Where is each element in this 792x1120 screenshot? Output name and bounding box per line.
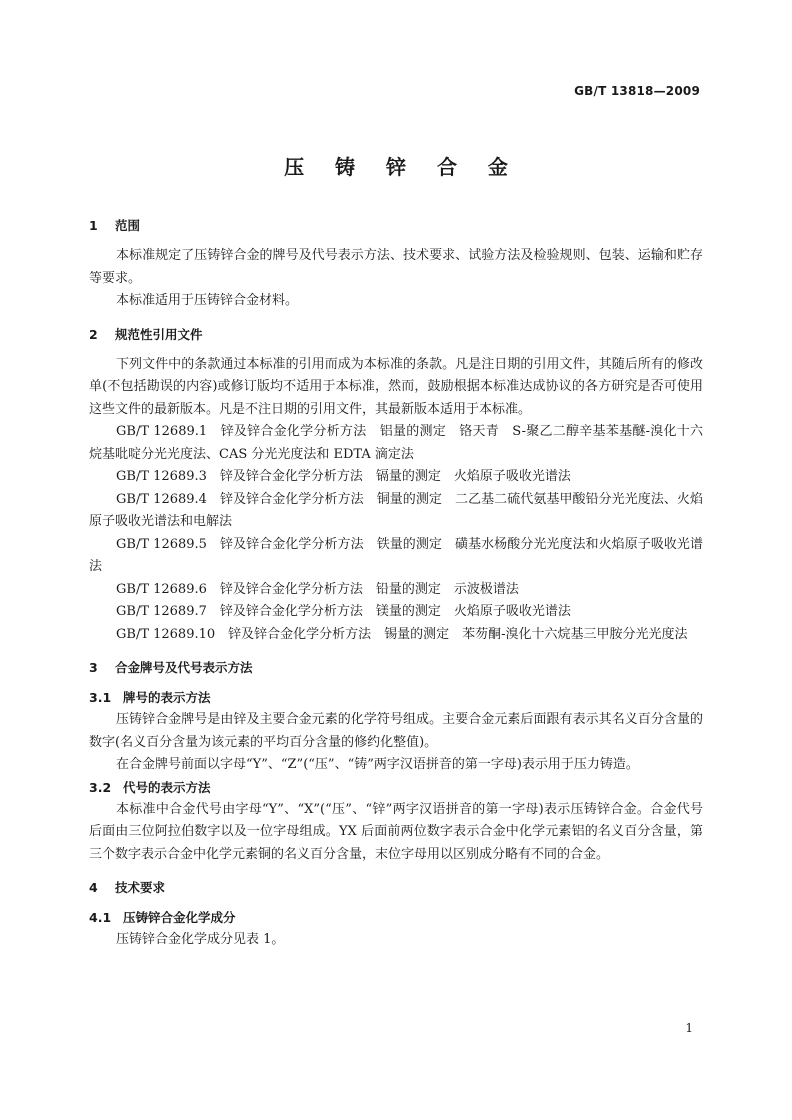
reference-item: GB/T 12689.6 锌及锌合金化学分析方法 铅量的测定 示波极谱法 (116, 581, 519, 597)
section-title: 合金牌号及代号表示方法 (115, 660, 253, 675)
section-title: 范围 (115, 218, 141, 233)
section-title: 技术要求 (115, 880, 166, 895)
document-body (89, 214, 703, 952)
subsection-4-1-heading (89, 907, 703, 929)
section-number: 1 (89, 218, 98, 233)
standard-code: GB/T 13818—2009 (574, 84, 700, 98)
subsection-3-2-heading (89, 777, 703, 799)
section-1-heading (89, 214, 703, 238)
paragraph: 本标准适用于压铸锌合金材料。 (116, 293, 299, 308)
section-number: 2 (89, 326, 98, 342)
section-title: 规范性引用文件 (115, 326, 203, 342)
reference-item: GB/T 12689.4 锌及锌合金化学分析方法 铜量的测定 二乙基二硫代氨基甲酸铅分光光度法、火焰原子吸收光谱法和电解法 (89, 491, 703, 529)
section-3-heading (89, 656, 703, 680)
paragraph: 本标准规定了压铸锌合金的牌号及代号表示方法、技术要求、试验方法及检验规则、包装、运输和贮存等要求。 (89, 248, 703, 286)
page-number: 1 (685, 1021, 693, 1035)
subsection-3-1-heading (89, 687, 703, 709)
paragraph: 在合金牌号前面以字母“Y”、“Z”(“压”、“铸”两字汉语拼音的第一字母)表示用于压力铸造。 (116, 757, 639, 772)
reference-item: GB/T 12689.3 锌及锌合金化学分析方法 镉量的测定 火焰原子吸收光谱法 (116, 469, 571, 484)
paragraph: 压铸锌合金化学成分见表 1。 (116, 932, 285, 947)
paragraph: 下列文件中的条款通过本标准的引用而成为本标准的条款。凡是注日期的引用文件，其随后所有的修改单(不包括勘误的内容)或修订版均不适用于本标准，然而，鼓励根据本标准达成协议的各方研究是否可使用这些文件的最新版本。凡是不注日期的引用文件，其最新版本适用于本标准。 (89, 356, 703, 417)
subsection-title: 压铸锌合金化学成分 (123, 910, 236, 925)
section-4-heading (89, 876, 703, 900)
document-title: 压 铸 锌 合 金 (284, 155, 520, 179)
reference-item: GB/T 12689.7 锌及锌合金化学分析方法 镁量的测定 火焰原子吸收光谱法 (116, 604, 571, 619)
reference-item: GB/T 12689.1 锌及锌合金化学分析方法 铝量的测定 铬天青 S-聚乙二醇辛基苯基醚-溴化十六烷基吡啶分光光度法、CAS 分光光度法和 EDTA 滴定法 (89, 424, 703, 462)
reference-item: GB/T 12689.10 锌及锌合金化学分析方法 锡量的测定 苯芴酮-溴化十六烷基三甲胺分光光度法 (116, 626, 688, 642)
subsection-title: 牌号的表示方法 (123, 690, 211, 705)
subsection-number: 3.1 (89, 690, 112, 705)
section-number: 4 (89, 880, 98, 895)
subsection-title: 代号的表示方法 (123, 779, 211, 795)
subsection-number: 4.1 (89, 910, 112, 925)
section-2-heading (89, 323, 703, 347)
subsection-number: 3.2 (89, 779, 112, 795)
paragraph: 压铸锌合金牌号是由锌及主要合金元素的化学符号组成。主要合金元素后面跟有表示其名义百分含量的数字(名义百分含量为该元素的平均百分含量的修约化整值)。 (89, 712, 703, 750)
reference-item: GB/T 12689.5 锌及锌合金化学分析方法 铁量的测定 磺基水杨酸分光光度法和火焰原子吸收光谱法 (89, 536, 703, 574)
paragraph: 本标准中合金代号由字母“Y”、“X”(“压”、“锌”两字汉语拼音的第一字母)表示压铸锌合金。合金代号后面由三位阿拉伯数字以及一位字母组成。YX 后面前两位数字表示合金中化学元素铝的名义百分含量，第三个数字表示合金中化学元素铜的名义百分含量，末位字母用以区别成分略有不同的合金。 (89, 801, 703, 862)
section-number: 3 (89, 660, 98, 675)
